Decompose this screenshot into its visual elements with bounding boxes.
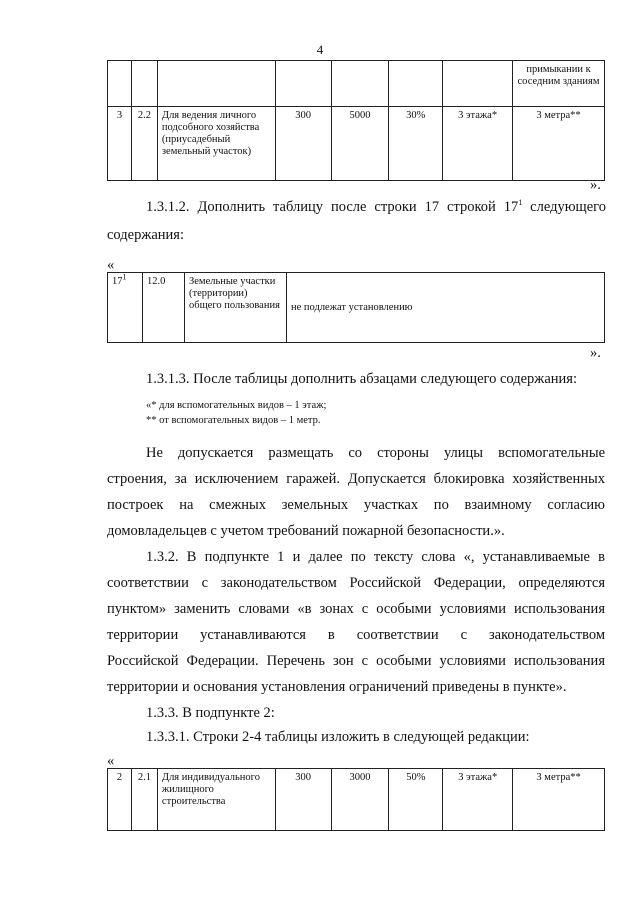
quote-open: « — [107, 753, 115, 769]
table-cell: Для ведения личного подсобного хозяйства (приусадебный земельный участок) — [157, 107, 275, 181]
text-line: построек на смежных земельных участках по взаимному согласию — [107, 497, 605, 513]
table-cell: 3 — [108, 107, 132, 181]
table-cell: 3 этажа* — [443, 107, 513, 181]
paragraph-1-3-1-3: 1.3.1.3. После таблицы дополнить абзацами следующего содержания: — [146, 371, 577, 387]
quote-open: « — [107, 257, 115, 273]
paragraph-1-3-3: 1.3.3. В подпункте 2: — [146, 705, 275, 721]
text-line: территории устанавливаются в соответствии с законодательством — [107, 627, 605, 643]
paragraph-1-3-2 — [107, 544, 605, 700]
paragraph-text-tail: следующего — [522, 199, 606, 215]
zoning-table-row-17-1 — [107, 272, 605, 343]
zoning-table-top — [107, 60, 605, 181]
table-cell: примыкании к соседним зданиям — [513, 61, 605, 107]
table-row — [108, 107, 605, 181]
table-cell: 3 метра** — [513, 769, 605, 831]
superscript: 1 — [518, 198, 523, 208]
table-cell: 12.0 — [143, 273, 185, 343]
text-line: территории и основания установления ограничений приведены в пункте». — [107, 679, 567, 695]
table-cell: 300 — [275, 107, 331, 181]
table-cell: 2 — [108, 769, 132, 831]
table-row — [108, 769, 605, 831]
table-cell: Земельные участки (территории) общего пользования — [185, 273, 287, 343]
table-cell: 3000 — [331, 769, 389, 831]
paragraph-text: 1.3.1.2. Дополнить таблицу после строки 17 строкой 17 — [146, 199, 519, 215]
text-line: домовладельцев с учетом требований пожарной безопасности.». — [107, 523, 505, 539]
paragraph-1-3-3-1: 1.3.3.1. Строки 2-4 таблицы изложить в следующей редакции: — [146, 729, 530, 745]
paragraph-restrictions — [107, 440, 605, 544]
table-cell: Для индивидуального жилищного строительства — [157, 769, 275, 831]
table-cell: 3 метра** — [513, 107, 605, 181]
table-cell: 50% — [389, 769, 443, 831]
table-cell: 5000 — [331, 107, 389, 181]
paragraph-1-3-1-2 — [146, 196, 606, 218]
table-cell: 3 этажа* — [443, 769, 513, 831]
superscript: 1 — [122, 272, 127, 282]
text-line: строения, за исключением гаражей. Допускается блокировка хозяйственных — [107, 471, 605, 487]
table-cell: не подлежат установлению — [287, 273, 605, 343]
table-row — [108, 273, 605, 343]
table-row — [108, 61, 605, 107]
quote-close: ». — [590, 177, 601, 193]
footnote-2: ** от вспомогательных видов – 1 метр. — [146, 415, 321, 426]
footnote-1: «* для вспомогательных видов – 1 этаж; — [146, 400, 327, 411]
text-line: соответствии с законодательством Российской Федерации, определяются — [107, 575, 605, 591]
row-number: 17 — [112, 276, 123, 287]
table-cell: 2.1 — [131, 769, 157, 831]
table-cell: 300 — [275, 769, 331, 831]
zoning-table-bottom — [107, 768, 605, 831]
text-line: 1.3.2. В подпункте 1 и далее по тексту слова «, устанавливаемые в — [146, 549, 605, 565]
text-line: Не допускается размещать со стороны улицы вспомогательные — [146, 445, 605, 461]
table-cell — [108, 273, 143, 343]
paragraph-line: содержания: — [107, 227, 185, 243]
quote-close: ». — [590, 345, 601, 361]
table-cell: 30% — [389, 107, 443, 181]
text-line: Российской Федерации. Перечень зон с особыми условиями использования — [107, 653, 605, 669]
table-cell: 2.2 — [131, 107, 157, 181]
text-line: пунктом» заменить словами «в зонах с особыми условиями использования — [107, 601, 605, 617]
page-number: 4 — [316, 42, 324, 57]
